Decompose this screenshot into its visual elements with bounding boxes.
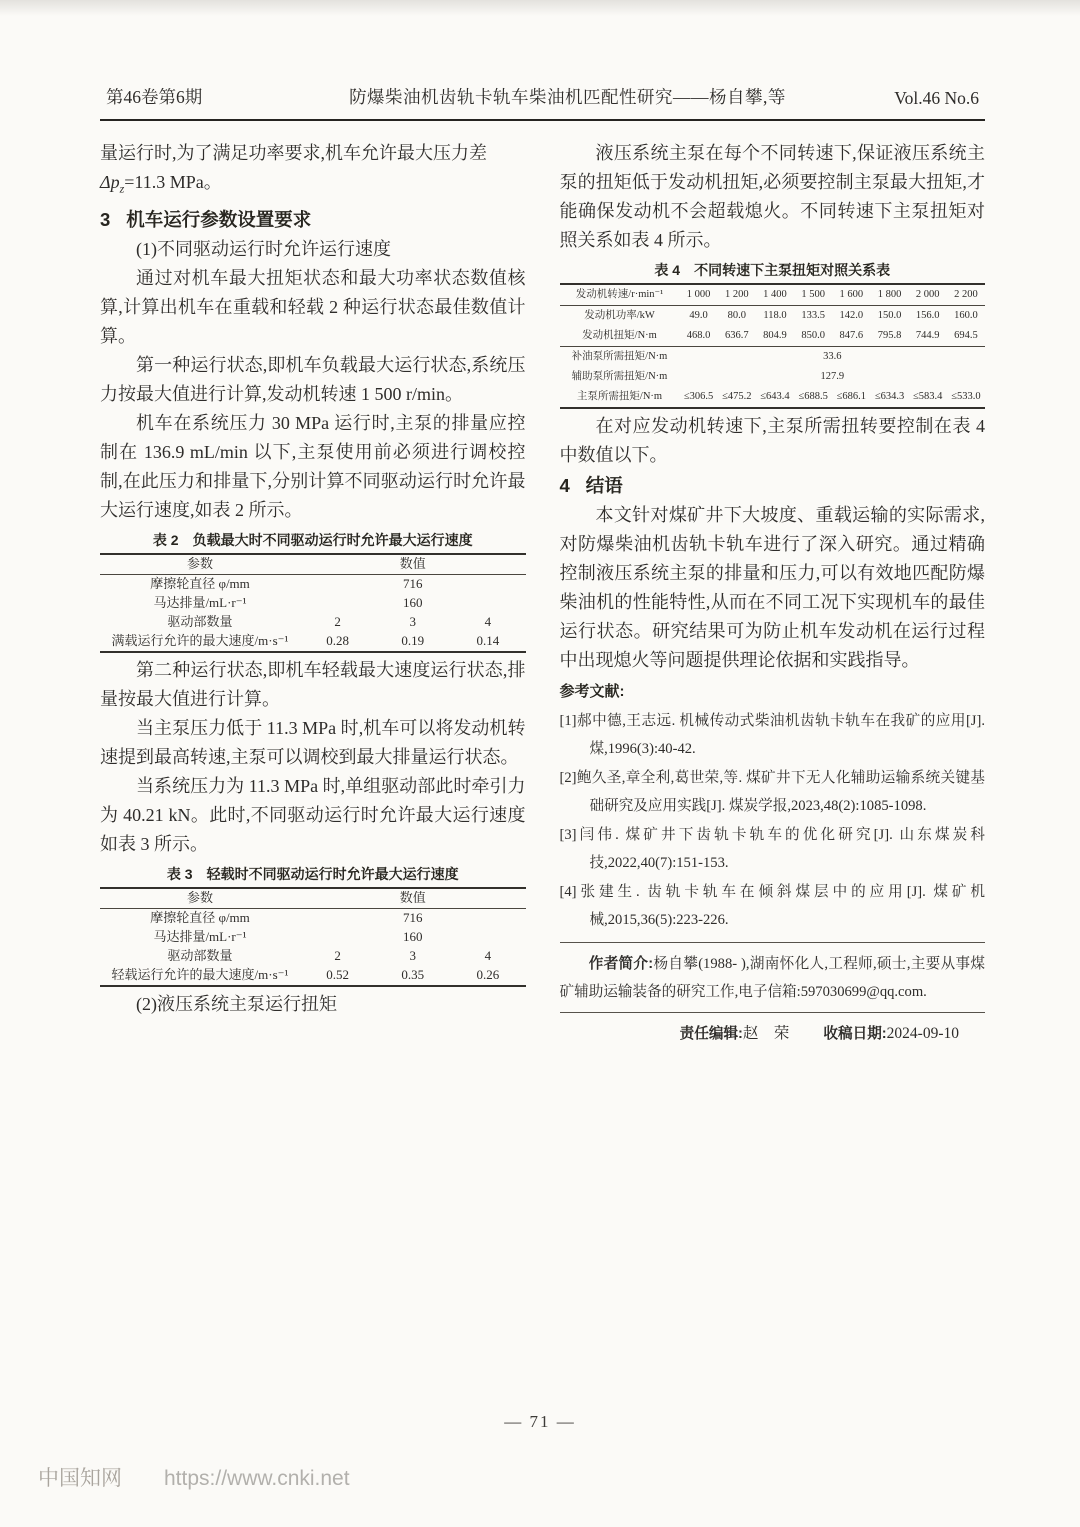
table-row-label: 发动机扭矩/N·m	[560, 326, 680, 347]
table-row-label: 马达排量/mL·r⁻¹	[153, 595, 247, 611]
table-row-label: 驱动部数量	[167, 614, 233, 630]
table-cell: 0.52	[326, 967, 349, 983]
table-cell: 716	[402, 576, 423, 592]
cnki-watermark	[38, 1462, 350, 1492]
table-cell: 1 400	[756, 284, 794, 306]
section-number: 3	[100, 208, 111, 230]
author-bio-label: 作者简介:	[588, 956, 654, 972]
paragraph: 液压系统主泵在每个不同转速下,保证液压系统主泵的扭矩低于发动机扭矩,必须要控制主泵最大扭矩,才能确保发动机不会超载熄火。不同转速下主泵扭矩对照关系如表 4 所示。	[559, 143, 985, 250]
table-row-label: 驱动部数量	[167, 948, 233, 964]
references-heading: 参考文献:	[559, 683, 625, 700]
author-bio-block	[560, 942, 986, 1048]
editor-line	[560, 1012, 986, 1048]
table-cell: 3	[409, 614, 416, 630]
paragraph: 第一种运行状态,即机车负载最大运行状态,系统压力按最大值进行计算,发动机转速 1 500 r/min。	[100, 354, 526, 404]
table-cell: 1 000	[680, 284, 718, 306]
table-cell: 1 800	[870, 284, 908, 306]
section-number: 4	[559, 475, 570, 496]
table-row	[100, 574, 526, 594]
table-cell: 150.0	[877, 310, 902, 321]
table-cell: ≤306.5	[683, 391, 714, 402]
table-row	[560, 367, 986, 387]
table4	[560, 283, 986, 409]
table-row-label: 马达排量/mL·r⁻¹	[153, 929, 247, 945]
table-cell: ≤533.0	[951, 391, 981, 402]
table-cell: 0.26	[476, 967, 500, 983]
table-row	[560, 347, 986, 368]
formula-value: =11.3 MPa。	[124, 172, 222, 192]
table-cell: 2	[334, 614, 341, 630]
left-column	[100, 139, 526, 1048]
table-row	[100, 632, 526, 652]
table-row	[560, 326, 986, 347]
table-cell: 1 600	[832, 284, 870, 306]
formula-subscript: z	[119, 181, 125, 196]
paragraph: 本文针对煤矿井下大坡度、重载运输的实际需求,对防爆柴油机齿轨卡轨车进行了深入研究。通过精确控制液压系统主泵的排量和压力,可以有效地匹配防爆柴油机的性能特性,从而在不同工况下实现机车的最佳运行状态。研究结果可为防止机车发动机在运行过程中出现熄火等问题提供理论依据和实践指导。	[559, 505, 985, 670]
table-cell: 0.19	[401, 633, 425, 649]
section-heading-3	[100, 204, 526, 235]
table3-caption: 表 3 轻载时不同驱动运行时允许最大运行速度	[166, 865, 459, 882]
table-cell: 1 500	[794, 284, 832, 306]
table-row	[100, 947, 526, 966]
table-row-label: 发动机功率/kW	[584, 310, 655, 321]
table-cell: ≤688.5	[798, 391, 828, 402]
table-row-label: 发动机转速/r·min⁻¹	[560, 284, 680, 306]
subitem-2: (2)液压系统主泵运行扭矩	[136, 993, 337, 1014]
paragraph: 量运行时,为了满足功率要求,机车允许最大压力差	[100, 143, 487, 163]
table-row-label: 满载运行允许的最大速度/m·s⁻¹	[111, 633, 289, 649]
table-cell: 80.0	[727, 310, 746, 321]
table4-caption: 表 4 不同转速下主泵扭矩对照关系表	[654, 262, 891, 278]
cnki-url: https://www.cnki.net	[164, 1467, 350, 1490]
table-row	[560, 284, 986, 306]
reference-item: [3]闫伟. 煤矿井下齿轨卡轨车的优化研究[J]. 山东煤炭科技,2022,40(7):151-153.	[559, 827, 985, 871]
table-cell: 468.0	[680, 326, 718, 347]
table-cell: 0.35	[401, 967, 425, 983]
table-cell: 133.5	[801, 310, 825, 321]
reference-item: [4]张建生. 齿轨卡轨车在倾斜煤层中的应用[J]. 煤矿机械,2015,36(5):223-226.	[559, 884, 985, 928]
page-number: — 71 —	[504, 1412, 576, 1431]
table-cell: ≤634.3	[874, 391, 905, 402]
table-cell: 127.9	[820, 371, 845, 382]
table-row-label: 轻载运行允许的最大速度/m·s⁻¹	[111, 967, 289, 983]
paragraph: 第二种运行状态,即机车轻载最大速度运行状态,排量按最大值进行计算。	[100, 659, 526, 709]
section-title: 机车运行参数设置要求	[126, 208, 312, 230]
table-cell: 142.0	[839, 310, 864, 321]
table-cell: 804.9	[756, 326, 794, 347]
table-cell: 636.7	[718, 326, 756, 347]
paragraph: 当主泵压力低于 11.3 MPa 时,机车可以将发动机转速提到最高转速,主泵可以调校到最大排量运行状态。	[100, 717, 526, 767]
table-cell: 数值	[300, 888, 526, 909]
table-cell: 156.0	[915, 310, 940, 321]
table-cell: 850.0	[794, 326, 832, 347]
table-cell: 160	[402, 929, 423, 945]
table-row	[560, 306, 986, 327]
table-cell: 118.0	[763, 310, 787, 321]
author-bio-text: 杨自攀(1988- ),湖南怀化人,工程师,硕士,主要从事煤矿辅助运输装备的研究工作,电子信箱:597030699@qq.com.	[559, 956, 985, 1000]
table-row	[100, 594, 526, 613]
header-article-title: 防爆柴油机齿轨卡轨车柴油机匹配性研究——杨自攀,等	[349, 87, 786, 107]
header-volume-issue: 第46卷第6期	[106, 87, 203, 107]
editor-label: 责任编辑:	[679, 1026, 743, 1042]
table2-caption: 表 2 负载最大时不同驱动运行时允许最大运行速度	[152, 531, 473, 548]
paragraph: 当系统压力为 11.3 MPa 时,单组驱动部此时牵引力为 40.21 kN。此时,不同驱动运行时允许最大运行速度如表 3 所示。	[100, 775, 526, 854]
table-cell: 744.9	[909, 326, 947, 347]
author-bio	[560, 950, 986, 1006]
table-row-label: 参数	[100, 554, 300, 575]
table-row	[100, 554, 526, 575]
table-cell: 160	[402, 595, 423, 611]
reference-item: [2]鲍久圣,章全利,葛世荣,等. 煤矿井下无人化辅助运输系统关键基础研究及应用实践[J]. 煤炭学报,2023,48(2):1085-1098.	[559, 770, 985, 814]
table-cell: 694.5	[947, 326, 985, 347]
table-row-label: 主泵所需扭矩/N·m	[576, 391, 663, 402]
table-row	[100, 908, 526, 928]
table-cell: ≤686.1	[836, 391, 867, 402]
table-cell: 716	[402, 910, 423, 926]
table-cell: 2 200	[947, 284, 985, 306]
received-date: 2024-09-10	[886, 1025, 959, 1042]
section-heading-4	[560, 470, 986, 501]
table-row	[100, 928, 526, 947]
table-row	[100, 888, 526, 909]
table-cell: 160.0	[954, 310, 978, 321]
table-row-label: 辅助泵所需扭矩/N·m	[571, 371, 668, 382]
table-cell: ≤643.4	[760, 391, 790, 402]
table-row-label: 补油泵所需扭矩/N·m	[571, 351, 668, 362]
formula-line	[100, 168, 526, 204]
table-cell: 0.28	[326, 633, 349, 649]
table-cell: ≤583.4	[913, 391, 943, 402]
table-cell: 4	[484, 948, 492, 964]
table-cell: 795.8	[870, 326, 908, 347]
reference-item: [1]郝中德,王志远. 机械传动式柴油机齿轨卡轨车在我矿的应用[J]. 煤,1996(3):40-42.	[559, 713, 985, 757]
paragraph: 在对应发动机转速下,主泵所需扭转要控制在表 4 中数值以下。	[559, 416, 985, 465]
editor-name: 赵 荣	[742, 1025, 790, 1042]
table2	[100, 553, 526, 653]
table-row	[100, 613, 526, 632]
right-column	[560, 139, 986, 1048]
table-cell: 49.0	[689, 310, 708, 321]
table-cell: ≤475.2	[722, 391, 752, 402]
table-cell: 847.6	[832, 326, 870, 347]
paragraph: 机车在系统压力 30 MPa 运行时,主泵的排量应控制在 136.9 mL/min 以下,主泵使用前必须进行调校控制,在此压力和排量下,分别计算不同驱动运行时允许最大运行速度,如表 2 所示。	[100, 412, 526, 520]
cnki-brand: 中国知网	[38, 1467, 122, 1490]
paragraph: 通过对机车最大扭矩状态和最大功率状态数值核算,计算出机车在重载和轻载 2 种运行状态最佳数值计算。	[100, 267, 526, 346]
table-cell: 4	[484, 614, 492, 630]
subitem-1: (1)不同驱动运行时允许运行速度	[136, 238, 391, 259]
table-cell: 1 200	[718, 284, 756, 306]
received-date-label: 收稿日期:	[823, 1026, 887, 1042]
table-cell: 2	[334, 948, 341, 964]
table-row	[100, 966, 526, 986]
table-cell: 2 000	[909, 284, 947, 306]
reference-list	[560, 707, 986, 934]
table-row-label: 摩擦轮直径 φ/mm	[150, 576, 250, 592]
table-row	[560, 387, 986, 408]
table-cell: 3	[409, 948, 416, 964]
header-vol-no: Vol.46 No.6	[894, 88, 979, 108]
journal-header	[100, 84, 985, 121]
table-row-label: 摩擦轮直径 φ/mm	[150, 910, 250, 926]
table3	[100, 887, 526, 987]
table-cell: 数值	[300, 554, 526, 575]
two-column-body	[100, 139, 985, 1048]
formula-symbol: Δp	[100, 172, 120, 192]
section-title: 结语	[585, 475, 623, 496]
table-cell: 33.6	[823, 351, 842, 362]
table-cell: 0.14	[476, 633, 500, 649]
table-row-label: 参数	[100, 888, 300, 909]
